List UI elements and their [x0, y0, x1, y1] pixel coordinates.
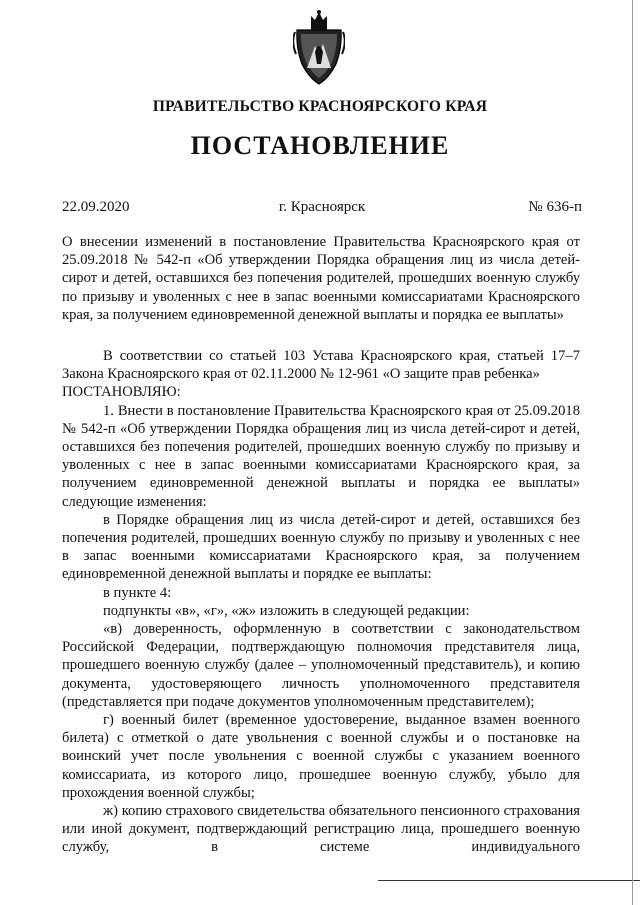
resolve-word: ПОСТАНОВЛЯЮ: [62, 384, 181, 401]
document-date: 22.09.2020 [62, 199, 130, 215]
subpoint-g: г) военный билет (временное удостоверение, выданное взамен военного билета) с отметкой о дате увольнения с военной службы и о постановке на воинский учет после увольнения с военной службы с указанием военного комиссариата, из которого лицо, прошедшее военную службу, убыло для прохождения военной службы; [62, 712, 580, 801]
paragraph-order: в Порядке обращения лиц из числа детей-сирот и детей, оставшихся без попечения родителей, прошедших военную службу по призыву и уволенных с нее в запас военными комиссариатами Красноярского края, за получением единовременной денежной выплаты и порядке ее выплаты: [62, 511, 580, 583]
bottom-divider [378, 880, 640, 881]
paragraph-point-4: в пункте 4: [103, 584, 172, 601]
scan-edge [632, 0, 633, 905]
paragraph-1: 1. Внести в постановление Правительства Красноярского края от 25.09.2018 № 542-п «Об утверждении Порядка обращения лиц из числа детей-сирот и детей, оставшихся без попечения родителей, прошедших военную службу по призыву и уволенных с нее в запас военными комиссариатами Красноярского края, за получением единовременной денежной выплаты и порядка ее выплаты» следующие изменения: [62, 402, 580, 510]
subpoint-v: «в) доверенность, оформленную в соответствии с законодательством Российской Федерации, подтверждающую полномочия представителя лица, прошедшего военную службу (далее – уполномоченный представитель), и копию документа, удостоверяющего личность уполномоченного представителя (представляется при подаче документов уполномоченным представителем); [62, 621, 580, 710]
preamble-paragraph: В соответствии со статьей 103 Устава Красноярского края, статьей 17–7 Закона Красноярского края от 02.11.2000 № 12-961 «О защите прав ребенка» [62, 348, 580, 383]
paragraph-subpoints: подпункты «в», «г», «ж» изложить в следующей редакции: [103, 602, 470, 619]
document-body [62, 347, 580, 857]
document-type-title: ПОСТАНОВЛЕНИЕ [190, 131, 450, 160]
document-number: № 636-п [528, 199, 582, 215]
document-city: г. Красноярск [278, 199, 366, 215]
organization-title: ПРАВИТЕЛЬСТВО КРАСНОЯРСКОГО КРАЯ [152, 98, 488, 115]
subpoint-zh: ж) копию страхового свидетельства обязательного пенсионного страхования или иной документ, подтверждающий регистрацию лица, прошедшего военную службу, в системе индивидуального [62, 803, 580, 856]
document-subject: О внесении изменений в постановление Правительства Красноярского края от 25.09.2018 № 542-п «Об утверждении Порядка обращения лиц из числа детей-сирот и детей, оставшихся без попечения родителей, прошедших военную службу по призыву и уволенных с нее в запас военными комиссариатами Красноярского края, за получением единовременной денежной выплаты и порядка ее выплаты» [62, 234, 580, 323]
coat-of-arms-icon [293, 8, 345, 88]
